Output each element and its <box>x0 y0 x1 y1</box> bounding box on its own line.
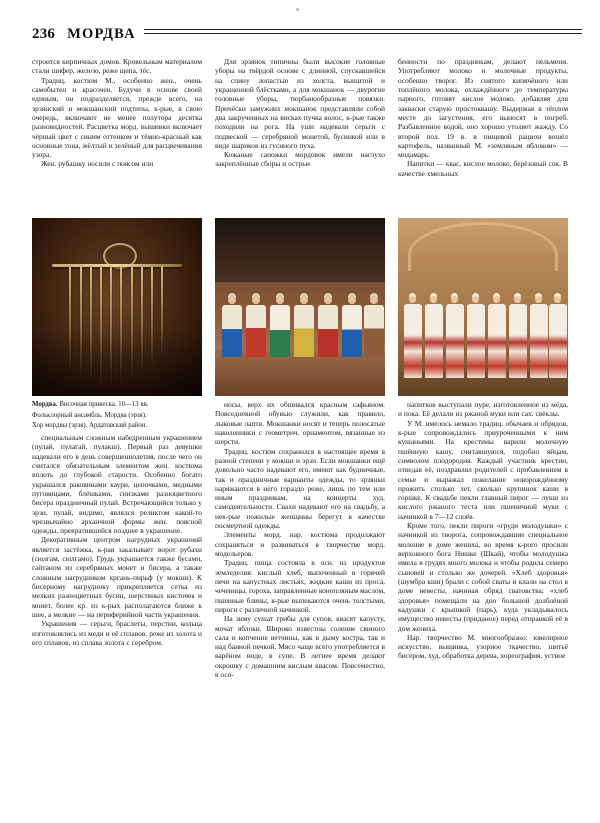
column-1-upper <box>32 57 202 178</box>
caption-3: Хор мордвы (эрзя). Ардатовский район. <box>32 422 148 430</box>
caption-2: Фольклорный ансамбль. Мордва (эрзя). <box>32 411 147 419</box>
paragraph: У М. имелось немало традиц. обычаев и обрядов, к-рые сопровождались приуроченными к ним кушаньями. На крестины варили молочную пшённую кашу, считавшуюся, подобно яйцам, символом плодородия. Каждый участник крестин, отведав её, поздравлял родителей с прибавлением в семье и выражал пожелание новорождённому прожить столько лет, сколько крупинок каши в горшке. К свадьбе пекли главный пирог — лукш из кислого ржаного теста или пшеничной муки с начинкой в 7—12 слоёв. <box>398 418 568 521</box>
photo-vignette <box>32 328 202 396</box>
paragraph: специальным сложным набедренным украшением (пулай, пулагай, пулакш). Первый раз девушки надевали его в день совершеннолетия, после чего он считался обязательным элементом жен. костюма вплоть до глубокой старости. Особенно богато украшался раковинами каури, цепочками, медными пуговицами, блёшками, снизками разноцветного бисера праздничный пулай. Встречающийся только у эрзи, пулай, видимо, являлся реликтом какой-то чрезвычайно архаичной формы жен. поясной одежды, превратившейся позднее в украшение. <box>32 433 202 536</box>
paragraph: Традиц. костюм М., особенно жен., очень самобытен и красочен. Будучи в основе своей единым, он подразделяется, прежде всего, на эрзянский и мокшанский подтипы, к-рые, в свою очередь, включают не менее полутора десятка разновидностей. Расцветка морд. вышивки включает чёрный цвет с синим оттенком и тёмно-красный как основные тона, жёлтый и зелёный для расцвечивания узора. <box>32 75 202 160</box>
column-2-lower <box>215 400 385 679</box>
interior-arch <box>408 222 558 271</box>
paragraph: Украшения — серьги, браслеты, перстни, кольца изготовлялись из меди и её сплавов, реже из золота и его сплавов, из сплава золота с серебром. <box>32 619 202 647</box>
paragraph: напитков выступали пуре, изготовленное из мёда, и пока. Её делали из ржаной муки или сах. свёклы. <box>398 400 568 419</box>
paragraph: Декоративным центром нагрудных украшений является застёжка, к-рая закалывает ворот рубахи (сюлгам, сюлгамо). Грудь украшается также бусами, гайтаном из серебряных монет и бисера, а также сложным нагрудником кргань-пирьф (у мокши). К бисерному нагруднику прикрепляется сетка из мелких разноцветных бусин, шерстяных кисточек и монет, более кр. из к-рых располагаются ближе к шее, а мелкие — на периферийной части украшения. <box>32 535 202 619</box>
caption-reserved-space <box>32 400 202 433</box>
caption-text: Височная привеска. 10—13 вв. <box>57 401 149 408</box>
paragraph: Для эрзянок типичны были высокие головные уборы на твёрдой основе с длинной, спускавшейся на спину лопастью из холста, вышитой и украшенной блёстками, а для мокшанок — двурогие головные уборы, тюрбанообразные повязки. Причёски замужних мокшанок представляли собой два закрученных на висках пучка волос, к-рые также походили на рога. На уши надевали серьги с подвеской — серебряной монетой, бусинкой или в виде шариков из гусиного пуха. <box>215 57 385 150</box>
page-registration-mark <box>296 8 299 11</box>
paragraph: Традиц. костюм сохранился в настоящее время в разной степени у мокши и эрзи. Если мокшанки ещё довольно часто надевают его, имеют как будничные, так и праздничные варианты одежды, то эрзянки наряжаются в него гораздо реже, лишь по тем или иным праздникам, на концерты худ. самодеятельности. Свахи надевают его на свадьбу, а нек-рые пожилые женщины берегут в качестве посмертной одежды. <box>215 446 385 531</box>
column-1-lower <box>32 400 202 679</box>
paragraph: Напитки — квас, кислое молоко, берёзовый сок. В качестве хмельных <box>398 159 568 178</box>
page-number: 236 <box>32 26 56 42</box>
column-2-upper <box>215 57 385 178</box>
paragraph: Элементы морд. нар. костюма продолжают сохраняться и развиваться в творчестве морд. модельеров. <box>215 530 385 558</box>
paragraph: На зиму сушат грибы для супов, квасят капусту, мочат яблоки. Широко известны соление свиного сала и копчение ветчины, как в дыму костра, так и над банной печкой. Мясо чаще всего употребляется в варёном виде, в супе. В летнее время делают окрошку с домашним кислым квасом. Повсеместно, в осо- <box>215 614 385 680</box>
running-head-title: МОРДВА <box>67 26 136 42</box>
paragraph: бенности по праздникам, делают пельмени. Употребляют молоко и молочные продукты, особенно творог. Из снятого кипячёного или топлёного молока, охлаждённого до температуры парного, готовят кислое молоко, добавляя для закваски старую простоквашу. Выдержав в тёплом месте до загустения, его выносят в погреб. Разбавленное водой, оно хорошо утоляет жажду. Со второй пол. 19 в. в пищевой рацион вошёл картофель, названный М. «земляным яблоком» — модамарь. <box>398 57 568 160</box>
paragraph: носы, верх их обшивался красным сафьяном. Повседневной обувью служили, как правило, лыковые лапти. Мокшанки носят и теперь полосатые наколенники с геометрич. орнаментом, вязанные из шерсти. <box>215 400 385 447</box>
paragraph: Кожаные сапожки мордовок имели наглухо закреплённые сборы и острые <box>215 150 385 169</box>
header-rule <box>144 28 582 38</box>
stage-backdrop <box>215 218 385 282</box>
paragraph: Традиц. пища состояла в осн. из продуктов земледелия: кислый хлеб, выпеченный в горячей печи на капустных листьях, жидкие каши из проса, чечевицы, гороха, заправленные конопляным маслом, пшенные блины, к-рые выпекаются очень толстыми, пироги с различной начинкой. <box>215 558 385 614</box>
column-3-upper <box>398 57 568 178</box>
paragraph: строится кирпичных домов. Кровельным материалом стали шифер, железо, реже щепа, тёс. <box>32 57 202 76</box>
paragraph: Кроме того, пекли пироги «груди молодушки» с начинкой из творога, сопровождавшие специальное моление в доме жениха, во время к-рого просили верховного бога Нишке (Шкай), чтобы молодушка имела в грудях много молока и чтобы родила семеро сыновей и столько же дочерей. «Хлеб здоровья» (шумбра кши) брали с собой сваты и клали на стол в доме невесты, начиная обряд сватовства; «хлеб здоровья» помещали на дно большой долблёной кадушки с крышкой (парь), куда укладывалось имущество невесты (приданое) перед отправкой её в дом жениха. <box>398 521 568 633</box>
mordva-choir-photo <box>398 218 568 396</box>
column-3-lower <box>398 400 568 679</box>
temple-pendant-photo <box>32 218 202 396</box>
paragraph: Нар. творчество М. многообразно: ювелирное искусство, вышивка, узорное ткачество, шитьё бисером, худ. обработка дерева, хореография, устное <box>398 632 568 661</box>
upper-columns <box>32 57 570 178</box>
lower-columns <box>32 400 570 679</box>
folk-ensemble-photo <box>215 218 385 396</box>
page-header <box>32 26 582 52</box>
paragraph: Жен. рубашку носили с поясом или <box>41 159 154 169</box>
figure-band <box>32 218 570 396</box>
caption-lead: Мордва. <box>32 401 58 408</box>
